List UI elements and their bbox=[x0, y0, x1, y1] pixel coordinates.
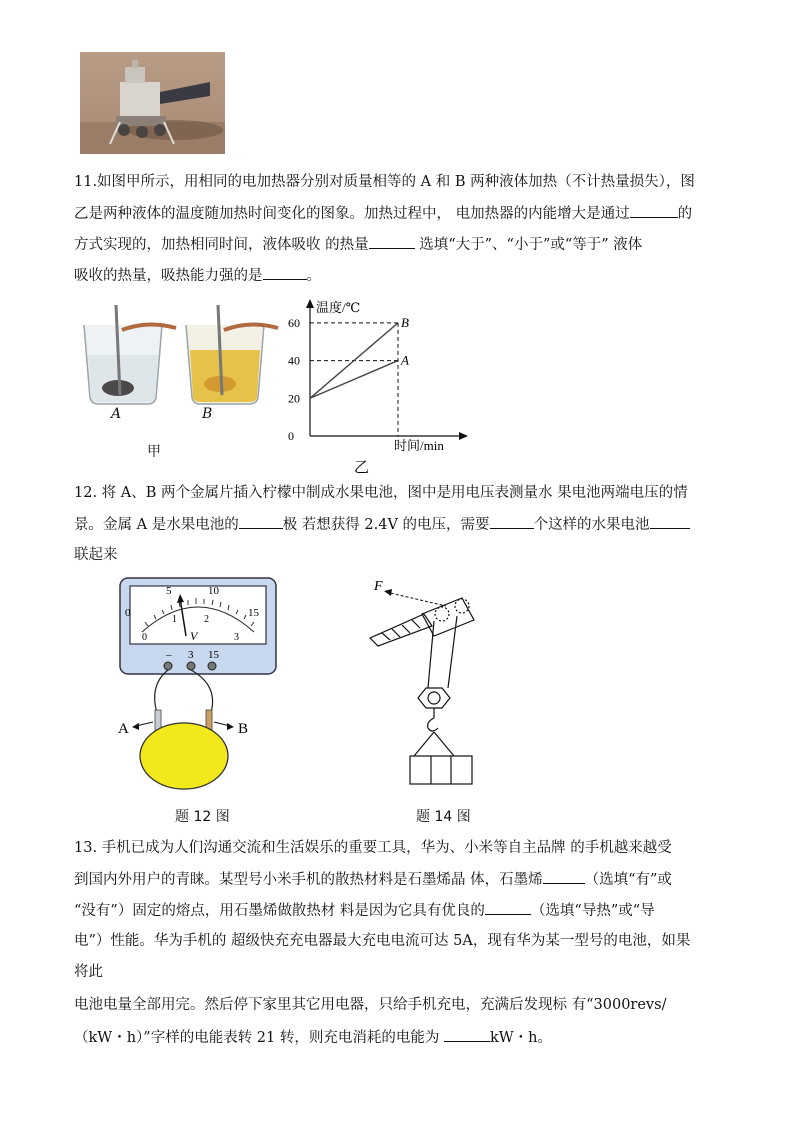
q13-line-3 bbox=[74, 900, 655, 921]
q11-text: 吸收的热量，吸热能力强的是 bbox=[74, 268, 263, 284]
lower-scale-2: 2 bbox=[204, 614, 209, 625]
q13-text: （选填“导热”或“导 bbox=[530, 903, 655, 919]
q13-text: 到国内外用户的青睐。某型号小米手机的散热材料是石墨烯晶 体，石墨烯 bbox=[74, 872, 543, 888]
meter-unit: V bbox=[190, 629, 198, 643]
terminal-3 bbox=[187, 662, 195, 670]
terminal-15-label: 15 bbox=[208, 649, 219, 661]
upper-scale-0: 0 bbox=[125, 607, 131, 619]
q12-line-2 bbox=[74, 514, 690, 535]
q13-line-2 bbox=[74, 869, 672, 890]
series-label-b: B bbox=[401, 314, 409, 330]
q11-text: 的 bbox=[677, 206, 693, 222]
q13-blank-3[interactable] bbox=[444, 1027, 490, 1042]
figure-14-caption: 题 14 图 bbox=[416, 809, 471, 825]
y-axis-arrow bbox=[306, 299, 314, 308]
q12-text: 景。金属 A 是水果电池的 bbox=[74, 517, 239, 533]
x-axis-label: 时间/min bbox=[394, 438, 444, 453]
terminal-neg bbox=[164, 662, 172, 670]
q13-text: （kW・h）”字样的电能表转 21 转，则充电消耗的电能为 bbox=[74, 1030, 444, 1046]
q13-line-1: 13. 手机已成为人们沟通交流和生活娱乐的重要工具，华为、小米等自主品牌 的手机越来越受 bbox=[74, 840, 672, 856]
lemon bbox=[140, 723, 228, 789]
q11-text: 选填“大于”、“小于”或“等于” 液体 bbox=[414, 237, 643, 253]
q12-text: 个这样的水果电池 bbox=[533, 517, 650, 533]
voltmeter-lemon-figure bbox=[108, 576, 288, 796]
q13-line-5: 将此 bbox=[74, 964, 103, 980]
beaker-b bbox=[186, 305, 278, 404]
y-axis-label: 温度/℃ bbox=[316, 300, 361, 315]
q11-blank-1[interactable] bbox=[630, 203, 678, 218]
q13-line-4: 电”）性能。华为手机的 超级快充充电器最大充电电流可达 5A，现有华为某一型号的电池，如果 bbox=[74, 933, 691, 949]
series-line-b bbox=[310, 323, 398, 398]
q12-blank-3[interactable] bbox=[650, 514, 690, 529]
q13-line-6: 电池电量全部用完。然后停下家里其它用电器，只给手机充电，充满后发现标 有“3000revs/ bbox=[74, 997, 667, 1013]
lower-scale-1: 1 bbox=[172, 614, 177, 625]
q12-blank-2[interactable] bbox=[490, 514, 534, 529]
y-tick-label-40: 40 bbox=[288, 353, 300, 368]
beaker-a bbox=[84, 305, 176, 404]
y-tick-label-20: 20 bbox=[288, 391, 300, 406]
q11-text: 。 bbox=[306, 268, 321, 284]
q11-line-1: 11.如图甲所示，用相同的电加热器分别对质量相等的 A 和 B 两种液体加热（不计热量损失），图 bbox=[74, 174, 695, 190]
electrode-a-label: A bbox=[118, 721, 129, 737]
crane-pulley-figure bbox=[362, 576, 492, 796]
upper-scale-10: 10 bbox=[208, 585, 219, 597]
electrode-b-label: B bbox=[238, 721, 249, 737]
q11-line-2 bbox=[74, 203, 692, 224]
figure-12-caption: 题 12 图 bbox=[175, 809, 230, 825]
y-tick-label-60: 60 bbox=[288, 315, 300, 330]
q13-text: “没有”）固定的熔点，用石墨烯做散热材 料是因为它具有优良的 bbox=[74, 903, 485, 919]
q11-text: 方式实现的，加热相同时间，液体吸收 的热量 bbox=[74, 237, 369, 253]
q11-blank-2[interactable] bbox=[369, 234, 415, 249]
beakers-figure bbox=[78, 300, 288, 430]
upper-scale-15: 15 bbox=[248, 607, 259, 619]
terminal-3-label: 3 bbox=[188, 649, 194, 661]
lower-scale-0: 0 bbox=[142, 632, 147, 643]
q13-text: （选填“有”或 bbox=[584, 872, 672, 888]
q12-line-1: 12. 将 A、B 两个金属片插入柠檬中制成水果电池，图中是用电压表测量水 果电池两端电压的情 bbox=[74, 485, 688, 501]
q13-blank-1[interactable] bbox=[543, 869, 585, 884]
q11-line-4 bbox=[74, 265, 321, 286]
beaker-a-label: A bbox=[111, 406, 122, 422]
q13-line-7 bbox=[74, 1027, 552, 1048]
series-label-a: A bbox=[401, 352, 409, 368]
temperature-chart bbox=[280, 296, 480, 476]
q12-blank-1[interactable] bbox=[239, 514, 283, 529]
upper-scale-5: 5 bbox=[166, 585, 172, 597]
q13-blank-2[interactable] bbox=[485, 900, 531, 915]
q11-line-3 bbox=[74, 234, 642, 255]
lower-scale-3: 3 bbox=[234, 632, 239, 643]
figure-yi-caption: 乙 bbox=[354, 460, 370, 476]
terminal-neg-label: – bbox=[166, 649, 172, 661]
x-axis-arrow bbox=[459, 432, 468, 440]
terminal-15 bbox=[208, 662, 216, 670]
q12-text: 极 若想获得 2.4V 的电压，需要 bbox=[282, 517, 490, 533]
q11-text: 乙是两种液体的温度随加热时间变化的图象。加热过程中， 电加热器的内能增大是通过 bbox=[74, 206, 630, 222]
q12-line-3: 联起来 bbox=[74, 547, 118, 563]
series-line-a bbox=[310, 361, 398, 399]
lunar-rover-photo bbox=[80, 52, 225, 154]
q11-blank-3[interactable] bbox=[263, 265, 307, 280]
force-label: F bbox=[374, 579, 383, 594]
figure-jia-caption: 甲 bbox=[147, 444, 161, 460]
y-tick-label-0: 0 bbox=[288, 429, 294, 443]
q13-text: kW・h。 bbox=[489, 1030, 552, 1046]
beaker-b-label: B bbox=[202, 406, 213, 422]
